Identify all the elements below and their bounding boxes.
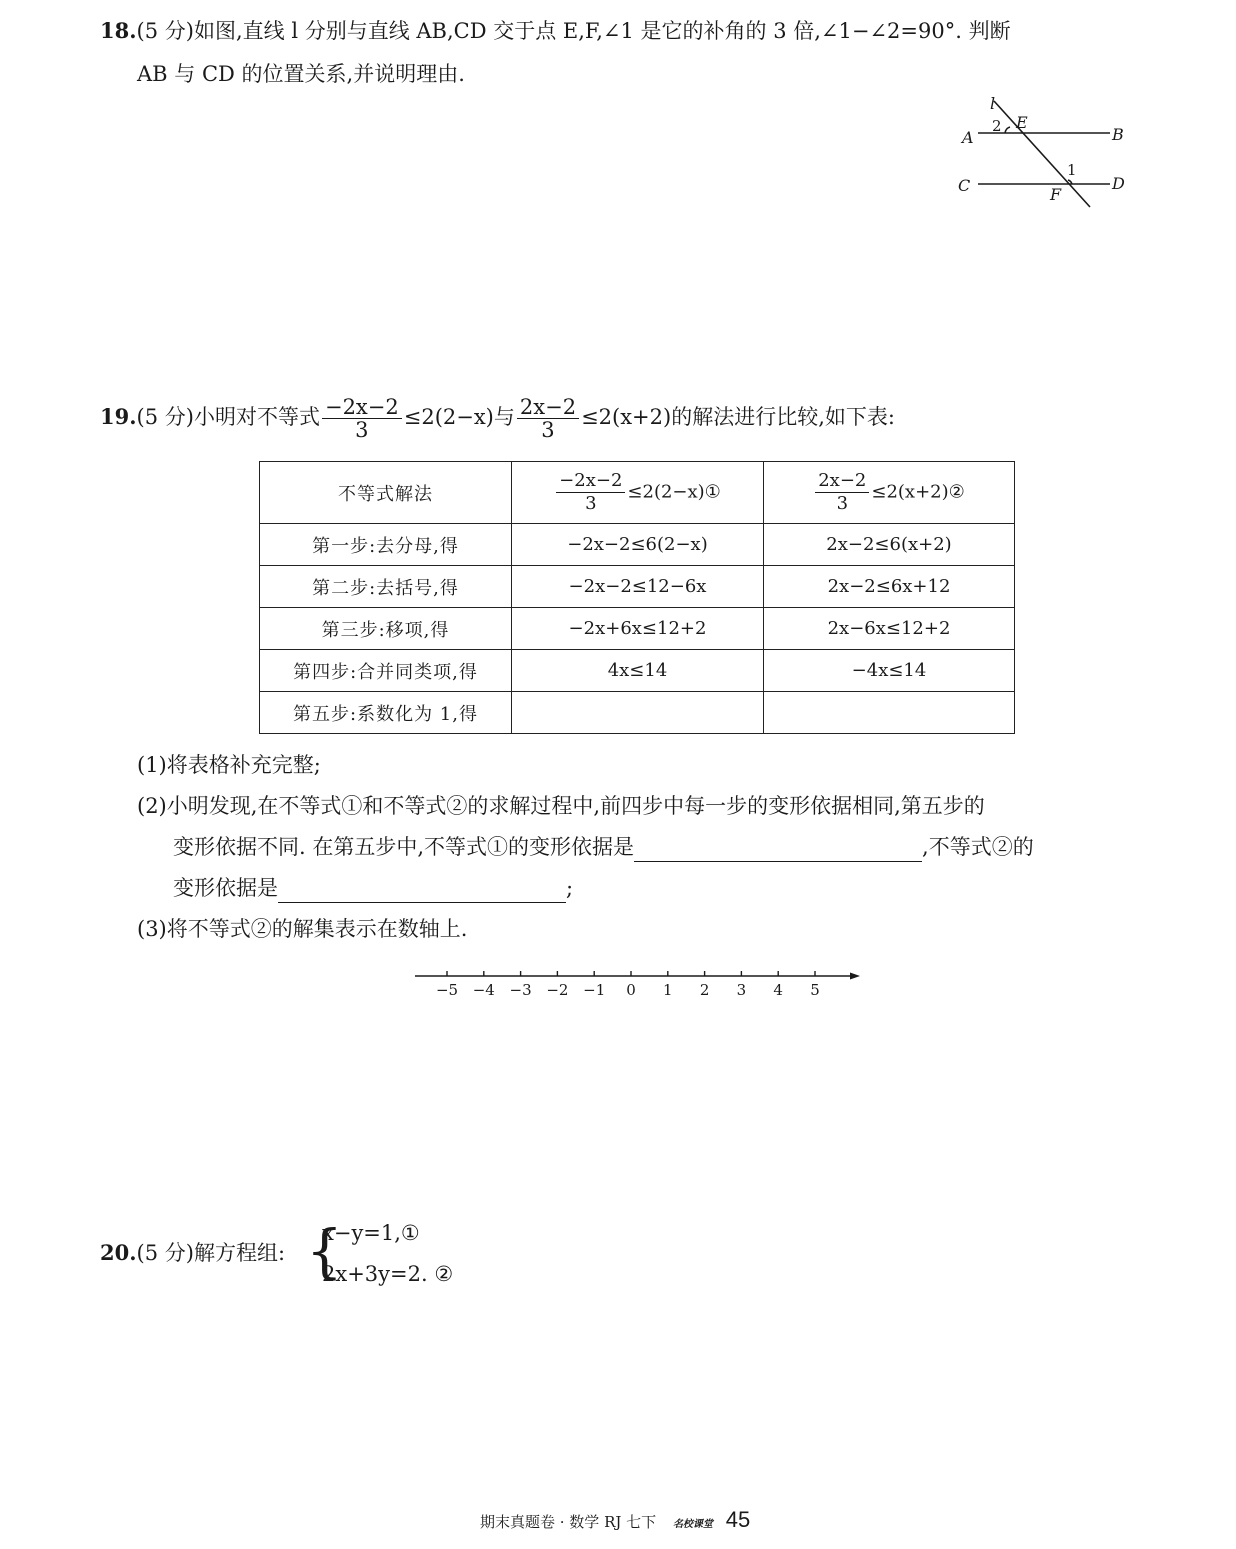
q19-part2-line3a: 变形依据是 <box>173 876 278 900</box>
fig-label-l: l <box>990 95 996 113</box>
page-footer <box>480 1508 750 1537</box>
q18-line1 <box>100 16 1011 46</box>
q19-part2-line2a: 变形依据不同. 在第五步中,不等式①的变形依据是 <box>173 835 635 859</box>
q19-part3: (3)将不等式②的解集表示在数轴上. <box>137 917 468 941</box>
fig-label-angle2: 2 <box>992 117 1002 135</box>
number-line-tick-label: −2 <box>546 981 569 999</box>
fig-label-c: C <box>958 176 971 195</box>
header-ineq1-numerator: −2x−2 <box>556 470 625 493</box>
table-cell-step: 第三步:移项,得 <box>260 608 512 650</box>
q20-intro-text: (5 分)解方程组: <box>136 1241 286 1265</box>
table-header-ineq1 <box>512 462 764 524</box>
q19-intro <box>100 392 895 442</box>
q19-number: 19. <box>100 404 137 429</box>
q19-frac2-denominator: 3 <box>541 418 555 442</box>
fig-label-d: D <box>1112 174 1125 193</box>
q20-equation-2: 2x+3y=2. ② <box>322 1262 454 1286</box>
q19-part2-line3b: ; <box>566 876 574 900</box>
table-row <box>260 692 1015 734</box>
number-line-tick-label: 4 <box>773 981 783 999</box>
equation-system-brace: { <box>306 1217 343 1285</box>
table-row <box>260 650 1015 692</box>
header-ineq1-tail: ≤2(2−x)① <box>627 481 721 503</box>
fig-label-b: B <box>1112 125 1124 144</box>
angle-2-arc <box>1005 127 1010 133</box>
number-line[interactable] <box>410 960 870 1005</box>
number-line-tick-label: 5 <box>810 981 820 999</box>
number-line-tick-label: 2 <box>699 981 710 999</box>
table-cell-step: 第五步:系数化为 1,得 <box>260 692 512 734</box>
table-cell-step: 第二步:去括号,得 <box>260 566 512 608</box>
table-cell-step: 第四步:合并同类项,得 <box>260 650 512 692</box>
number-line-tick-label: −5 <box>435 981 459 999</box>
table-cell-ineq2: 2x−2≤6x+12 <box>764 566 1015 608</box>
table-cell-ineq2: 2x−6x≤12+2 <box>764 608 1015 650</box>
q19-part2-line2 <box>173 832 1034 862</box>
footer-brand-logo: 名校课堂 <box>672 1519 713 1530</box>
header-ineq2-numerator: 2x−2 <box>815 470 869 493</box>
table-header-ineq2 <box>764 462 1015 524</box>
number-line-tick-label: −3 <box>509 981 532 999</box>
table-cell-ineq1-blank[interactable] <box>512 692 764 734</box>
number-line-arrow <box>850 973 860 980</box>
page-number: 45 <box>725 1507 751 1532</box>
table-header-method: 不等式解法 <box>260 462 512 524</box>
q18-figure <box>950 95 1140 215</box>
table-cell-ineq2: −4x≤14 <box>764 650 1015 692</box>
header-ineq2-denominator: 3 <box>836 493 849 514</box>
table-cell-ineq1: −2x−2≤6(2−x) <box>512 524 764 566</box>
q18-text-line2: AB 与 CD 的位置关系,并说明理由. <box>137 62 465 86</box>
header-ineq1-fraction <box>556 470 625 515</box>
answer-blank-ineq2-basis[interactable] <box>278 880 566 903</box>
header-ineq1-denominator: 3 <box>585 493 597 514</box>
table-row <box>260 608 1015 650</box>
number-line-tick-label: −1 <box>583 981 606 999</box>
q19-intro-b: ≤2(2−x)与 <box>403 405 515 429</box>
q20-intro <box>100 1238 285 1268</box>
number-line-tick-label: 0 <box>626 981 636 999</box>
q19-part2-line2b: ,不等式②的 <box>922 835 1034 859</box>
solution-comparison-table <box>259 461 1015 734</box>
q19-frac2-numerator: 2x−2 <box>517 396 579 419</box>
table-cell-ineq2-blank[interactable] <box>764 692 1015 734</box>
q18-text-line1: (5 分)如图,直线 l 分别与直线 AB,CD 交于点 E,F,∠1 是它的补角的 3 倍,∠1−∠2=90°. 判断 <box>136 19 1011 43</box>
q18-number: 18. <box>100 18 137 43</box>
q19-fraction-2 <box>517 396 579 441</box>
table-cell-ineq1: −2x+6x≤12+2 <box>512 608 764 650</box>
q20-number: 20. <box>100 1240 137 1265</box>
table-row <box>260 566 1015 608</box>
q19-intro-c: ≤2(x+2)的解法进行比较,如下表: <box>581 405 895 429</box>
line-l <box>994 101 1090 207</box>
table-cell-ineq1: 4x≤14 <box>512 650 764 692</box>
number-line-tick-label: 1 <box>663 981 673 999</box>
number-line-tick-label: 3 <box>736 981 747 999</box>
table-header-row <box>260 462 1015 524</box>
q19-part2-line1: (2)小明发现,在不等式①和不等式②的求解过程中,前四步中每一步的变形依据相同,第五步的 <box>137 794 985 818</box>
fig-label-a: A <box>962 128 974 147</box>
footer-title: 期末真题卷 · 数学 RJ 七下 <box>480 1513 657 1531</box>
table-row <box>260 524 1015 566</box>
header-ineq2-fraction <box>815 470 869 515</box>
q19-intro-a: (5 分)小明对不等式 <box>136 405 320 429</box>
table-cell-ineq1: −2x−2≤12−6x <box>512 566 764 608</box>
q19-fraction-1 <box>322 396 402 441</box>
q19-part2-line3 <box>173 873 573 903</box>
answer-blank-ineq1-basis[interactable] <box>634 839 922 862</box>
fig-label-angle1: 1 <box>1067 161 1077 179</box>
q19-frac1-denominator: 3 <box>355 418 369 442</box>
q19-frac1-numerator: −2x−2 <box>322 396 402 419</box>
q20-equation-1: x−y=1,① <box>322 1221 420 1245</box>
number-line-tick-label: −4 <box>472 981 495 999</box>
fig-label-f: F <box>1050 185 1062 204</box>
fig-label-e: E <box>1016 113 1028 132</box>
table-cell-step: 第一步:去分母,得 <box>260 524 512 566</box>
table-cell-ineq2: 2x−2≤6(x+2) <box>764 524 1015 566</box>
q19-part1: (1)将表格补充完整; <box>137 753 321 777</box>
header-ineq2-tail: ≤2(x+2)② <box>871 481 965 503</box>
